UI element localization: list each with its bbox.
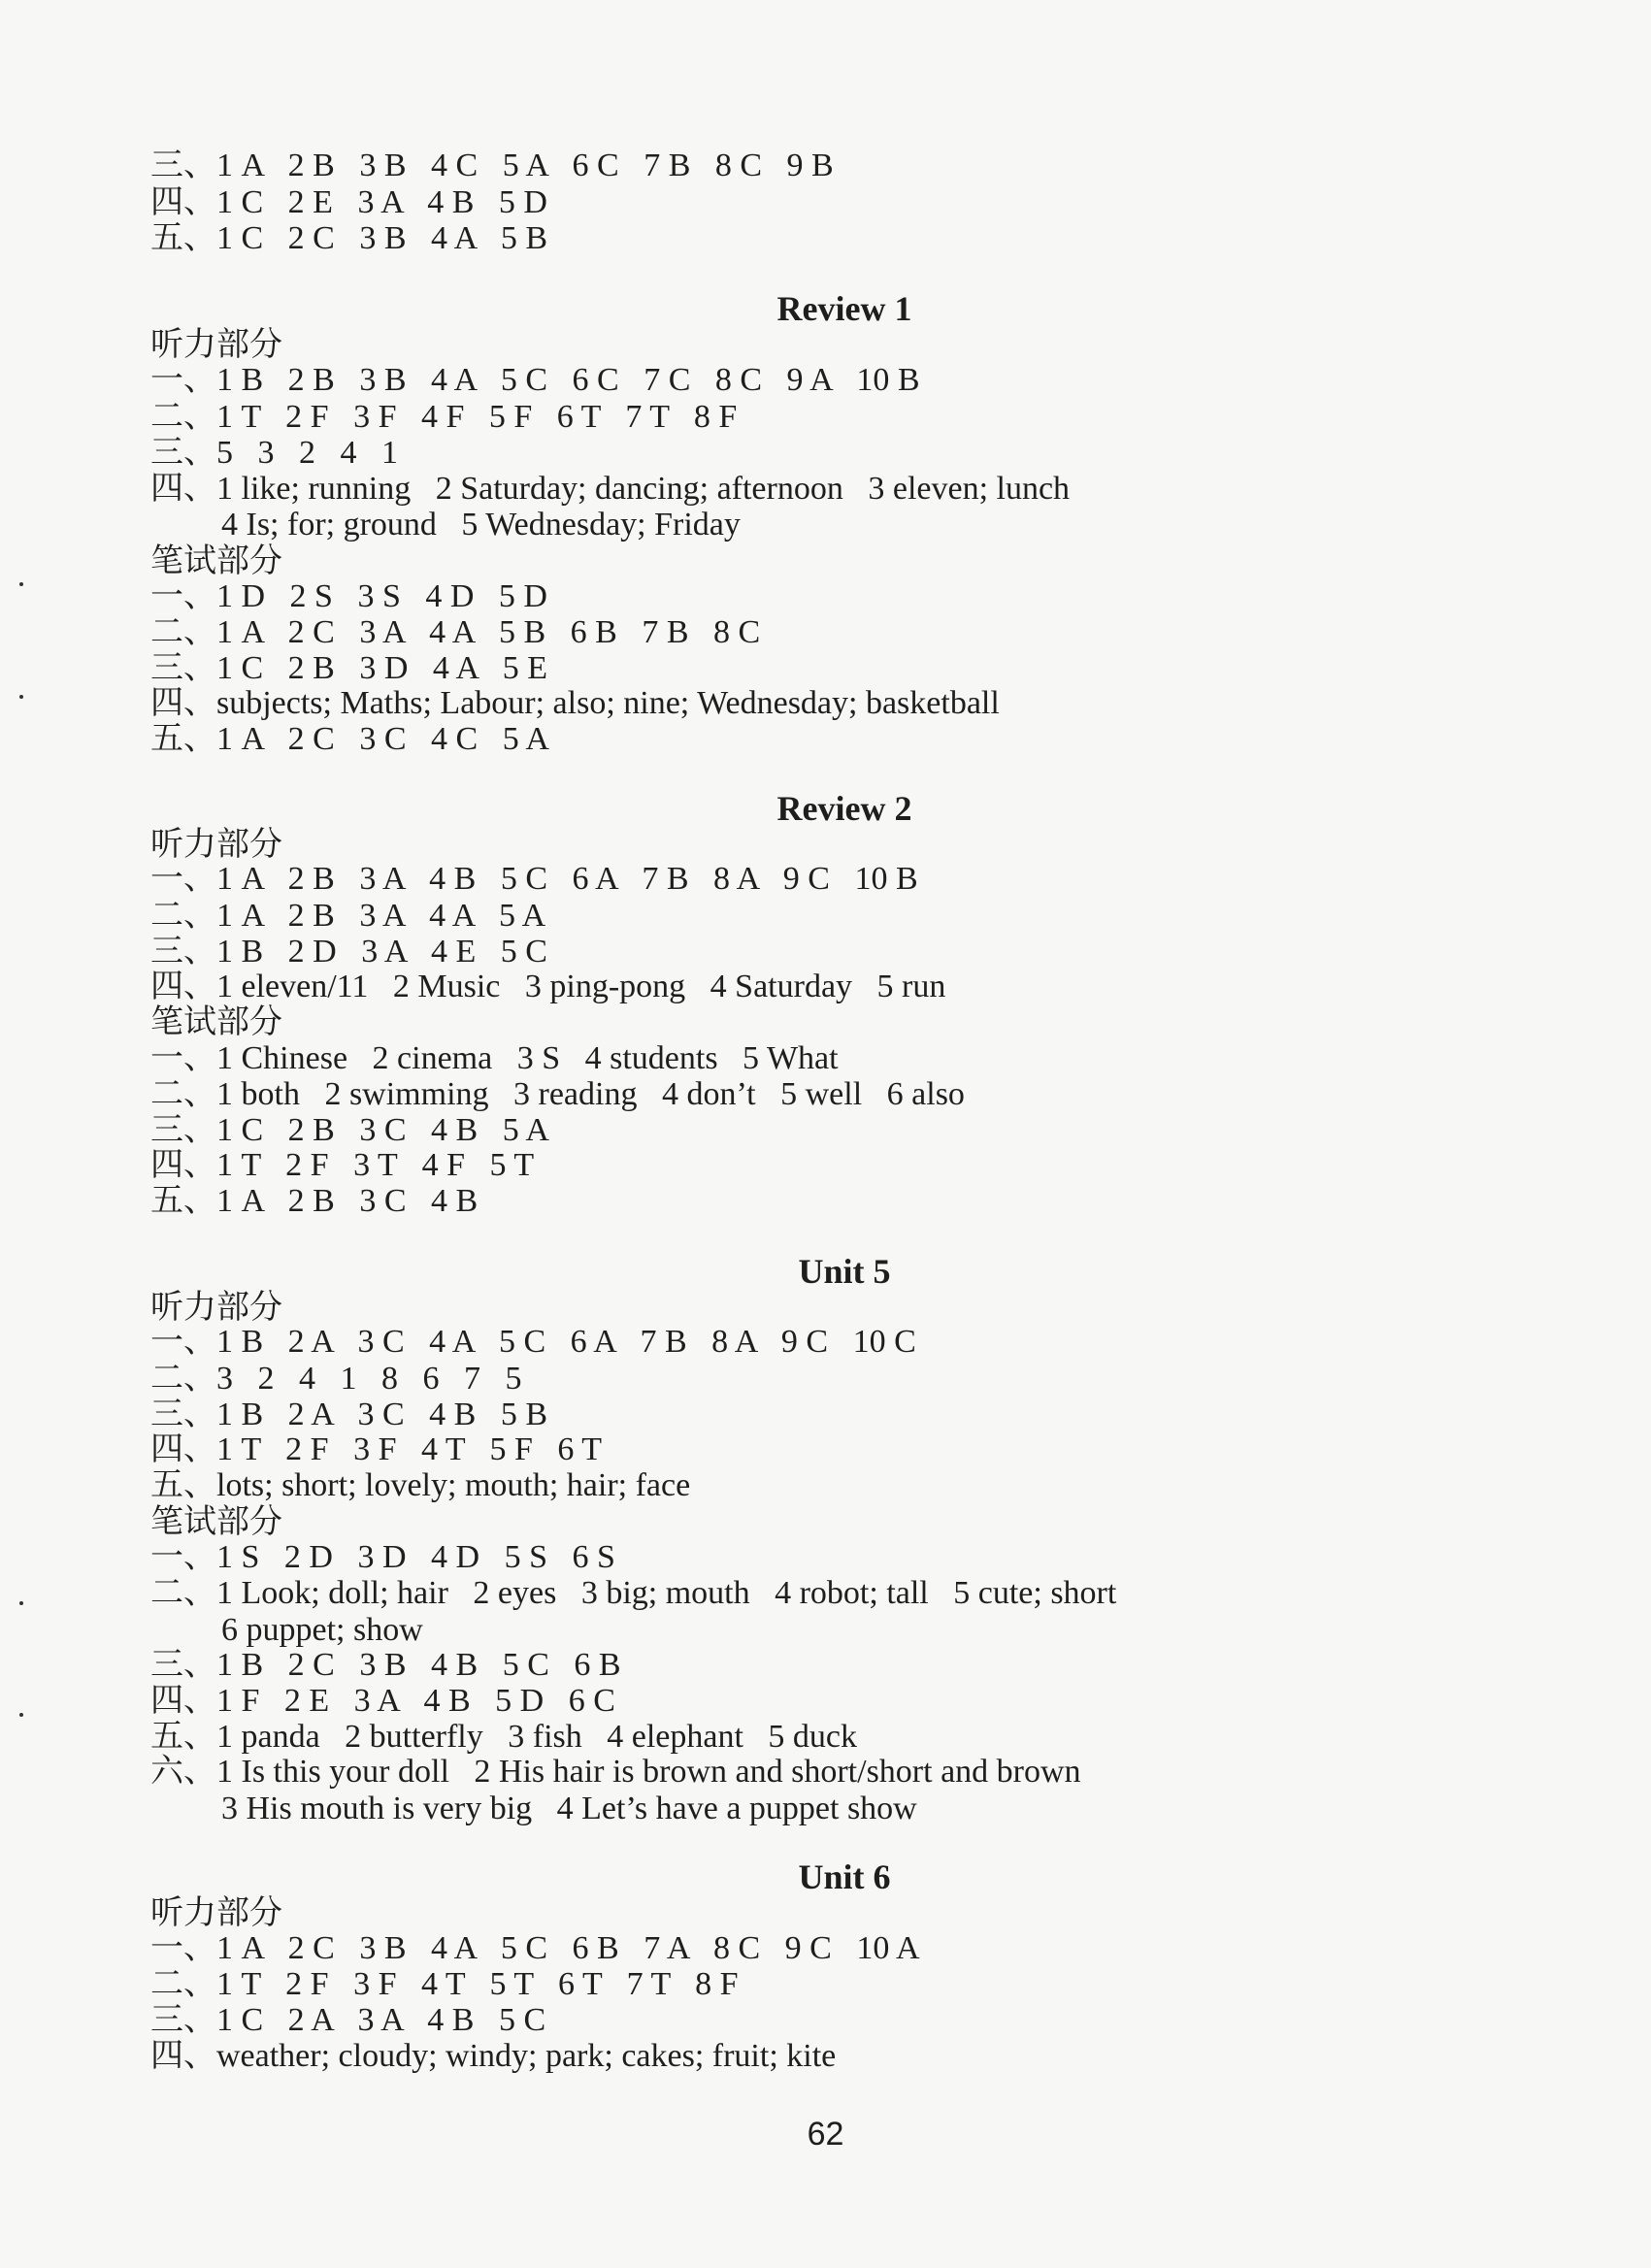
answer-line: 四、1 F 2 E 3 A 4 B 5 D 6 C	[150, 1683, 615, 1719]
answer-line: 六、1 Is this your doll 2 His hair is brown and short/short and brown	[150, 1754, 1081, 1790]
answer-line: 三、1 C 2 A 3 A 4 B 5 C	[150, 2002, 546, 2038]
answer-line: 听力部分	[150, 1895, 282, 1931]
answer-line: 四、weather; cloudy; windy; park; cakes; fruit; kite	[150, 2038, 837, 2074]
answer-line: 二、1 Look; doll; hair 2 eyes 3 big; mouth 4 robot; tall 5 cute; short	[150, 1575, 1117, 1611]
answer-line: 笔试部分	[150, 1004, 282, 1040]
margin-mark	[19, 1713, 23, 1717]
answer-line: 二、1 both 2 swimming 3 reading 4 don’t 5 well 6 also	[150, 1076, 965, 1112]
answer-line: 五、1 A 2 B 3 C 4 B	[150, 1183, 479, 1219]
margin-mark	[19, 1601, 23, 1605]
answer-line: 二、1 A 2 B 3 A 4 A 5 A	[150, 898, 546, 934]
answer-line: 一、1 D 2 S 3 S 4 D 5 D	[150, 578, 547, 614]
answer-line: 一、1 B 2 B 3 B 4 A 5 C 6 C 7 C 8 C 9 A 10 B	[150, 362, 920, 398]
answer-line: 五、lots; short; lovely; mouth; hair; face	[150, 1467, 691, 1503]
answer-line: 三、1 C 2 B 3 C 4 B 5 A	[150, 1112, 549, 1148]
answer-line: 一、1 Chinese 2 cinema 3 S 4 students 5 What	[150, 1040, 839, 1076]
answer-line: 听力部分	[150, 827, 282, 863]
answer-line: 三、1 B 2 D 3 A 4 E 5 C	[150, 934, 547, 970]
answer-line: 三、1 A 2 B 3 B 4 C 5 A 6 C 7 B 8 C 9 B	[150, 148, 834, 183]
section-heading: Review 1	[776, 289, 912, 328]
answer-line: 一、1 S 2 D 3 D 4 D 5 S 6 S	[150, 1539, 615, 1575]
margin-mark	[19, 582, 23, 586]
answer-line: 四、1 eleven/11 2 Music 3 ping-pong 4 Saturday 5 run	[150, 969, 946, 1004]
answer-line: 四、1 T 2 F 3 T 4 F 5 T	[150, 1147, 535, 1183]
answer-line: 三、1 B 2 A 3 C 4 B 5 B	[150, 1397, 548, 1432]
answer-line: 二、3 2 4 1 8 6 7 5	[150, 1361, 522, 1397]
answer-line: 一、1 A 2 C 3 B 4 A 5 C 6 B 7 A 8 C 9 C 10 A	[150, 1930, 920, 1966]
answer-line: 二、1 T 2 F 3 F 4 F 5 F 6 T 7 T 8 F	[150, 399, 738, 435]
answer-line: 四、subjects; Maths; Labour; also; nine; Wednesday; basketball	[150, 685, 1000, 721]
page-number: 62	[807, 2116, 844, 2153]
answer-line: 三、1 B 2 C 3 B 4 B 5 C 6 B	[150, 1647, 621, 1683]
section-heading: Unit 5	[798, 1252, 891, 1291]
answer-line: 6 puppet; show	[221, 1612, 423, 1648]
margin-mark	[19, 695, 23, 699]
answer-line: 三、1 C 2 B 3 D 4 A 5 E	[150, 650, 547, 686]
answer-line: 四、1 like; running 2 Saturday; dancing; afternoon 3 eleven; lunch	[150, 471, 1071, 507]
section-heading: Unit 6	[798, 1857, 891, 1896]
section-heading: Review 2	[776, 789, 912, 828]
answer-line: 听力部分	[150, 327, 282, 363]
answer-line: 四、1 T 2 F 3 F 4 T 5 F 6 T	[150, 1431, 603, 1467]
answer-line: 五、1 C 2 C 3 B 4 A 5 B	[150, 220, 548, 256]
answer-line: 二、1 A 2 C 3 A 4 A 5 B 6 B 7 B 8 C	[150, 614, 761, 650]
answer-line: 笔试部分	[150, 543, 282, 579]
answer-line: 听力部分	[150, 1290, 282, 1326]
answer-line: 一、1 A 2 B 3 A 4 B 5 C 6 A 7 B 8 A 9 C 10 B	[150, 861, 918, 897]
answer-line: 4 Is; for; ground 5 Wednesday; Friday	[221, 507, 741, 542]
answer-line: 三、5 3 2 4 1	[150, 435, 398, 471]
answer-line: 3 His mouth is very big 4 Let’s have a puppet show	[221, 1791, 917, 1826]
answer-line: 五、1 A 2 C 3 C 4 C 5 A	[150, 721, 549, 757]
answer-line: 笔试部分	[150, 1504, 282, 1540]
answer-line: 五、1 panda 2 butterfly 3 fish 4 elephant 5 duck	[150, 1719, 858, 1755]
answer-line: 四、1 C 2 E 3 A 4 B 5 D	[150, 184, 547, 220]
answer-line: 一、1 B 2 A 3 C 4 A 5 C 6 A 7 B 8 A 9 C 10 C	[150, 1324, 916, 1360]
answer-line: 二、1 T 2 F 3 F 4 T 5 T 6 T 7 T 8 F	[150, 1966, 739, 2002]
